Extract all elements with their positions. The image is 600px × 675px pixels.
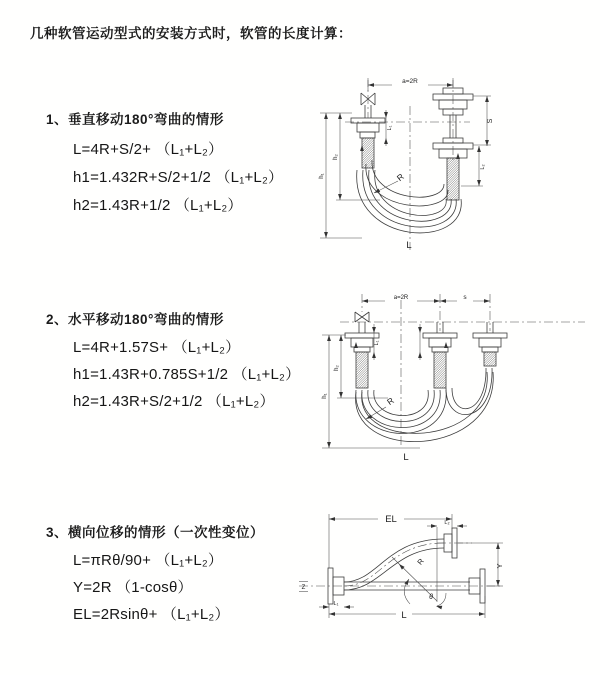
datum-mark: Z <box>301 585 306 591</box>
page-title: 几种软管运动型式的安装方式时，软管的长度计算： <box>30 26 352 41</box>
section-1-formula-L: L=4R+S/2+ （L₁+L₂） <box>73 141 224 158</box>
hose-u-bends <box>356 368 494 442</box>
dim-label-s: S <box>487 118 494 124</box>
section-3-formula-Y: Y=2R （1-cosθ） <box>73 579 193 596</box>
section-3-formula-EL: EL=2Rsinθ+ （L₁+L₂） <box>73 606 230 623</box>
dim-label-l2: L₂ <box>480 164 486 170</box>
length-label: L <box>406 240 412 251</box>
radius-label: R <box>415 556 426 567</box>
dim-label-l1: L₁ <box>387 125 393 131</box>
dim-label-el: EL <box>385 514 397 525</box>
dim-label-a2r: a=2R <box>393 295 409 301</box>
section-3-heading: 3、横向位移的情形（一次性变位） <box>46 525 265 540</box>
diagram-1-vertical-bend <box>319 78 494 251</box>
pipe-assembly-2 <box>423 322 457 388</box>
dimensions <box>320 80 491 238</box>
section-2-formula-L: L=4R+1.57S+ （L₁+L₂） <box>73 339 241 356</box>
section-2-formula-h2: h2=1.43R+S/2+1/2 （L₁+L₂） <box>73 393 275 410</box>
right-pipe-assembly <box>433 88 473 200</box>
diagram-3-lateral-displacement <box>299 514 504 621</box>
section-2-formula-h1: h1=1.43R+0.785S+1/2 （L₁+L₂） <box>73 366 301 383</box>
dim-label-h1: h₁ <box>322 393 328 399</box>
flange <box>473 333 507 338</box>
hose-u-bend <box>357 160 462 233</box>
section-3-formula-L: L=πRθ/90+ （L₁+L₂） <box>73 552 224 569</box>
radius-label: R <box>394 171 406 184</box>
dimensions <box>322 299 490 448</box>
dim-label-y: Y <box>495 563 504 569</box>
angle-label-theta: θ <box>429 594 433 601</box>
dim-label-s: s <box>463 294 467 301</box>
dim-label-l1: L₁ <box>374 340 380 346</box>
section-1-formula-h1: h1=1.432R+S/2+1/2 （L₁+L₂） <box>73 169 284 186</box>
section-1-heading: 1、垂直移动180°弯曲的情形 <box>46 112 224 127</box>
radius-label: R <box>385 395 396 408</box>
section-2-heading: 2、水平移动180°弯曲的情形 <box>46 312 224 327</box>
length-label: L <box>401 610 407 621</box>
dim-label-h2: h₂ <box>333 154 339 160</box>
dim-label-l1: L₁ <box>333 601 339 607</box>
dim-label-h1: h₁ <box>319 173 325 179</box>
valve-icon <box>355 312 369 322</box>
length-label: L <box>403 452 409 463</box>
dim-label-a2r: a=2R <box>402 78 418 85</box>
section-1-formula-h2: h2=1.43R+1/2 （L₁+L₂） <box>73 197 243 214</box>
dimensions <box>299 514 503 618</box>
flange <box>423 333 457 338</box>
dim-label-l2: L₂ <box>444 520 450 526</box>
diagram-2-horizontal-bend <box>322 294 585 463</box>
dim-label-h2: h₂ <box>334 365 340 371</box>
